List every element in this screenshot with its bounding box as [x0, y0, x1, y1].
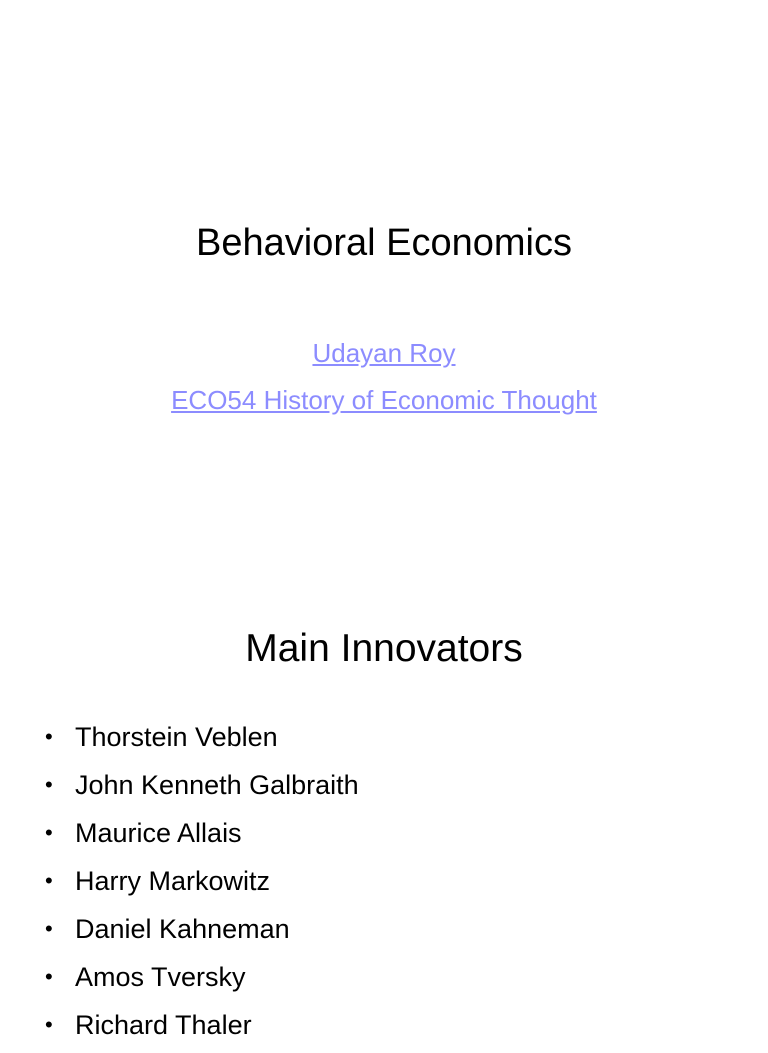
- bullet-icon: •: [45, 868, 53, 893]
- list-item-text: Amos Tversky: [75, 962, 246, 992]
- course-link[interactable]: ECO54 History of Economic Thought: [171, 385, 597, 415]
- author-link[interactable]: Udayan Roy: [312, 338, 456, 368]
- list-item-text: Maurice Allais: [75, 818, 242, 848]
- bullet-icon: •: [45, 916, 53, 941]
- presentation-title: Behavioral Economics: [196, 222, 572, 264]
- list-item-text: Thorstein Veblen: [75, 722, 278, 752]
- bullet-icon: •: [45, 724, 53, 749]
- bullet-icon: •: [45, 772, 53, 797]
- bullet-icon: •: [45, 964, 53, 989]
- list-item-text: John Kenneth Galbraith: [75, 770, 359, 800]
- bullet-icon: •: [45, 1012, 53, 1037]
- bullet-icon: •: [45, 820, 53, 845]
- innovators-slide: [0, 576, 768, 1040]
- list-item-text: Harry Markowitz: [75, 866, 271, 896]
- list-item-text: Daniel Kahneman: [75, 914, 290, 944]
- slide-title: Main Innovators: [245, 627, 523, 670]
- list-item-text: Richard Thaler: [75, 1010, 252, 1040]
